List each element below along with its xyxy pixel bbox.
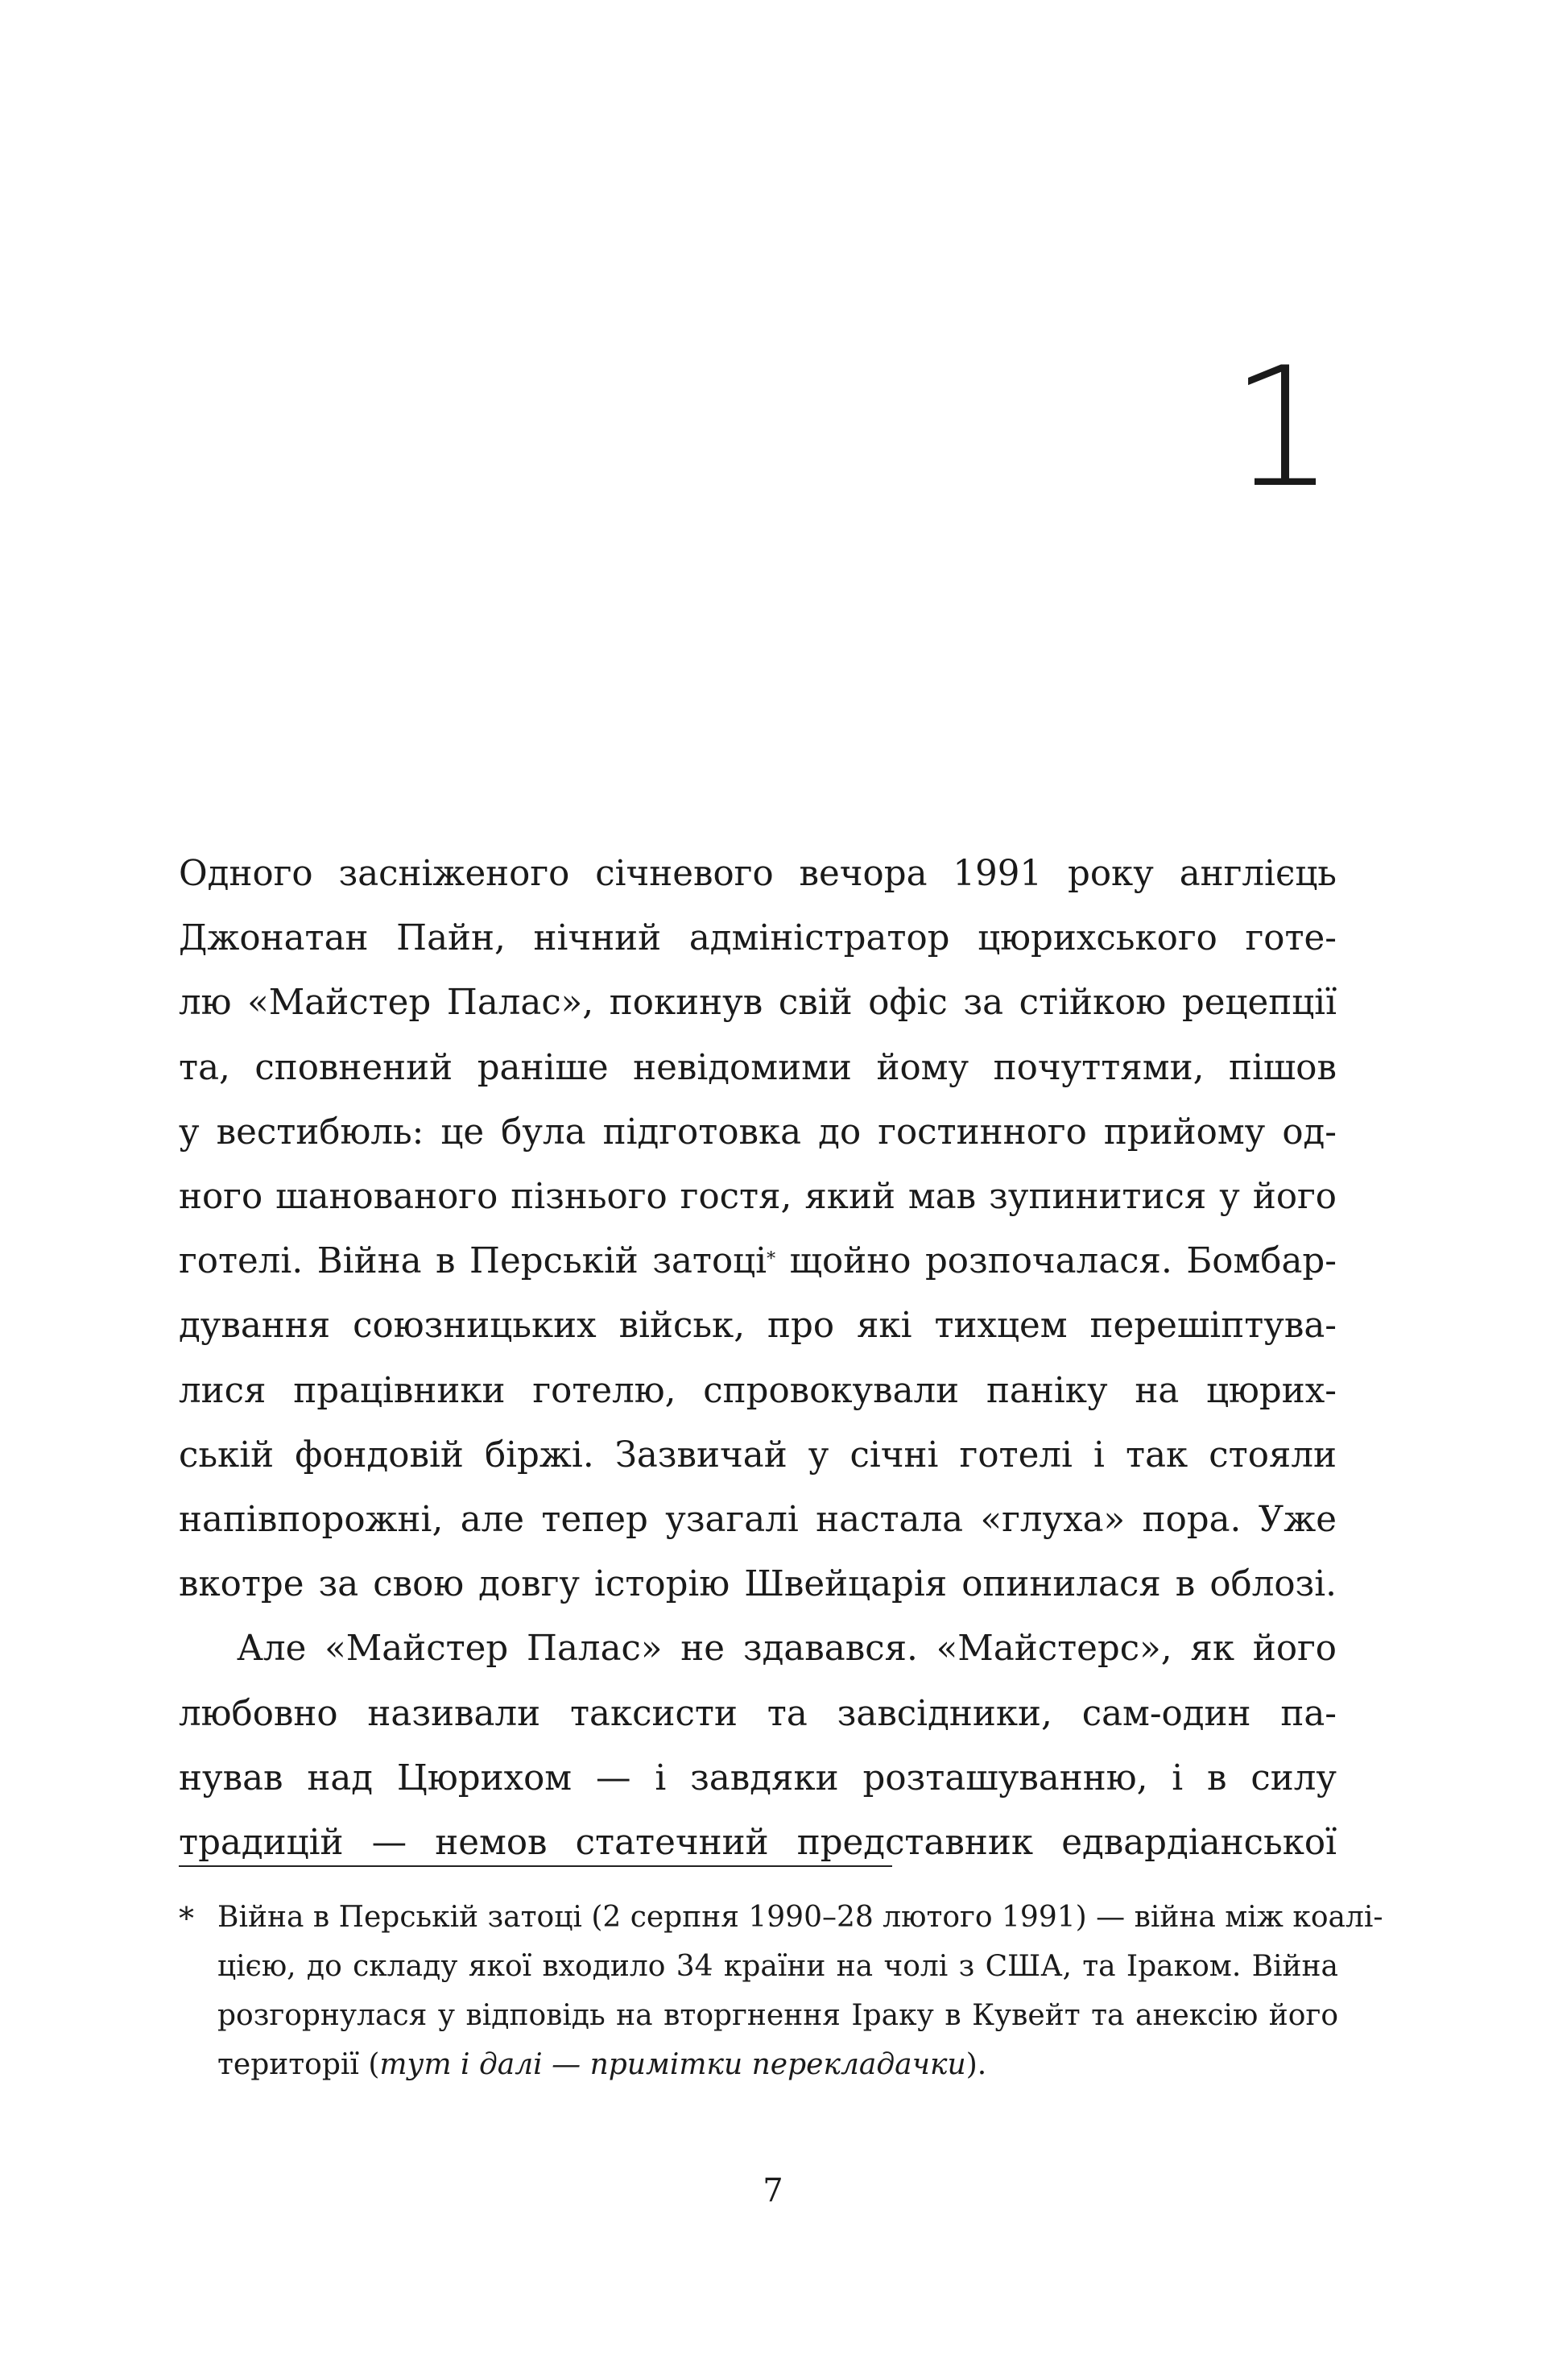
text-line: ській фондовій біржі. Зазвичай у січні готелі і так стояли — [179, 1434, 1337, 1476]
text-line: Одного засніженого січневого вечора 1991 року англієць — [179, 854, 1337, 894]
footnote-fragment: ). — [965, 2048, 987, 2081]
footnote-line: розгорнулася у відповідь на вторгнення Іраку в Кувейт та анексію його — [217, 1999, 1338, 2032]
text-line: любовно називали таксисти та завсідники, сам-один па- — [179, 1693, 1337, 1734]
text-line: напівпорожні, але тепер узагалі настала «глуха» пора. Уже — [179, 1500, 1337, 1541]
footnote-marker: * — [179, 1901, 194, 1936]
footnote — [179, 1893, 1383, 2089]
footnote-fragment: території ( — [217, 2048, 380, 2081]
text-line-with-footnote — [179, 1229, 1337, 1293]
footnote-italic-note: тут і далі — примітки перекладачки — [379, 2048, 966, 2081]
text-line: традицій — немов статечний представник едвардіанської — [179, 1823, 1337, 1864]
text-line: Джонатан Пайн, нічний адміністратор цюрихського готе- — [179, 918, 1337, 959]
text-line: у вестибюль: це була підготовка до гостинного прийому од- — [179, 1111, 1337, 1153]
footnote-reference[interactable]: * — [767, 1249, 776, 1270]
text-fragment: щойно розпочалася. Бомбар- — [775, 1241, 1337, 1282]
text-line: вкотре за свою довгу історію Швейцарія опинилася в облозі. — [179, 1564, 1337, 1605]
text-line: лися працівники готелю, спровокували паніку на цюрих- — [179, 1370, 1337, 1411]
chapter-number: 1 — [1230, 333, 1335, 524]
footnote-divider — [179, 1865, 892, 1867]
chapter-body-text — [179, 842, 1337, 1875]
footnote-line — [179, 2040, 1338, 2089]
page-number: 7 — [763, 2172, 783, 2209]
footnote-line: цією, до складу якої входило 34 країни на чолі з США, та Іраком. Війна — [217, 1950, 1338, 1983]
text-line: ного шанованого пізнього гостя, який мав зупинитися у його — [179, 1177, 1337, 1218]
text-fragment: готелі. Війна в Перській затоці — [179, 1241, 767, 1282]
text-line: лю «Майстер Палас», покинув свій офіс за стійкою рецепції — [179, 983, 1337, 1024]
text-line: дування союзницьких військ, про які тихцем перешіптува- — [179, 1306, 1337, 1347]
footnote-line: Війна в Перській затоці (2 серпня 1990–28 лютого 1991) — війна між коалі- — [217, 1901, 1383, 1934]
text-line: нував над Цюрихом — і завдяки розташуванню, і в силу — [179, 1757, 1337, 1798]
text-line: та, сповнений раніше невідомими йому почуттями, пішов — [179, 1047, 1337, 1088]
text-line-paragraph-start: Але «Майстер Палас» не здавався. «Майстерс», як його — [237, 1629, 1337, 1670]
